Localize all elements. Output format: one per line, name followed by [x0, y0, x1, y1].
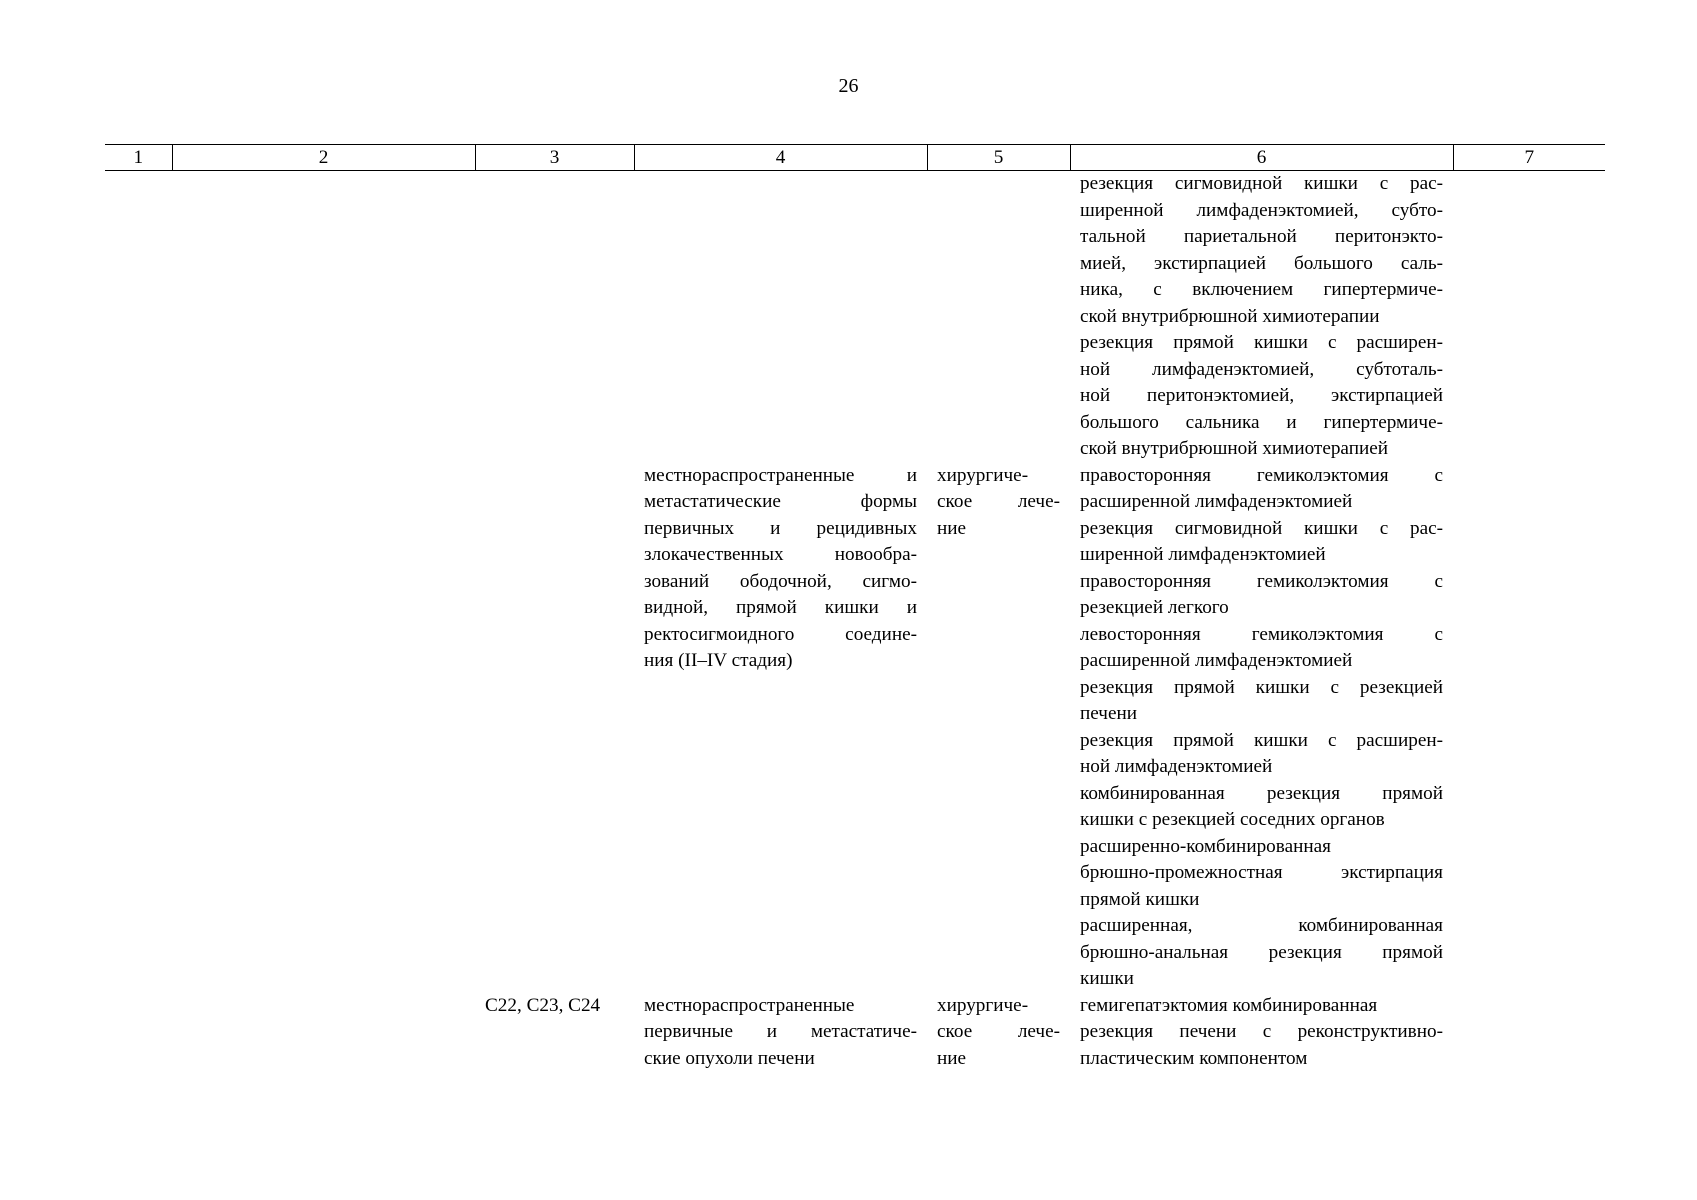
treatment-method-item: левосторонняя гемиколэктомия с расширенной лимфаденэктомией: [1080, 623, 1443, 671]
table-row: [105, 463, 1605, 993]
cell-col1: [105, 993, 172, 1073]
column-number-6: 6: [1070, 145, 1453, 171]
cell-col7: [1453, 463, 1605, 993]
treatment-method-item: гемигепатэктомия комбинированная: [1080, 994, 1378, 1016]
treatment-method-item: резекция прямой кишки с расширен- ной лимфаденэктомией, субтоталь- ной перитонэктомией, экстирпацией большого сальника и гипертермиче- ской внутрибрюшной химиотерапией: [1080, 332, 1443, 459]
column-number-4: 4: [634, 145, 927, 171]
cell-treatment-type: хирургиче- ское лече- ние: [937, 994, 1060, 1069]
column-number-row: [105, 145, 1605, 171]
cell-treatment-method: [1070, 463, 1453, 993]
cell-col7: [1453, 171, 1605, 463]
treatment-method-item: резекция прямой кишки с расширен- ной лимфаденэктомией: [1080, 729, 1443, 777]
treatment-method-item: резекция печени с реконструктивно- пластическим компонентом: [1080, 1021, 1443, 1069]
treatment-method-item: резекция прямой кишки с резекцией печени: [1080, 676, 1443, 724]
treatment-method-item: резекция сигмовидной кишки с рас- ширенной лимфаденэктомией, субто- тальной париетальной перитонэкто- мией, экстирпацией большого саль- ника, с включением гипертермиче- ской внутрибрюшной химиотерапии: [1080, 173, 1443, 327]
cell-treatment-type: хирургиче- ское лече- ние: [937, 464, 1060, 539]
table-row: [105, 993, 1605, 1073]
procedures-table: [105, 144, 1605, 1072]
cell-diagnosis-code: [475, 171, 634, 463]
cell-col2: [172, 463, 475, 993]
treatment-method-item: расширенная, комбинированная брюшно-анальная резекция прямой кишки: [1080, 915, 1443, 989]
cell-col7: [1453, 993, 1605, 1073]
treatment-method-item: правосторонняя гемиколэктомия с резекцией легкого: [1080, 570, 1443, 618]
cell-treatment-method: [1070, 993, 1453, 1073]
treatment-method-item: правосторонняя гемиколэктомия с расширенной лимфаденэктомией: [1080, 464, 1443, 512]
treatment-method-item: комбинированная резекция прямой кишки с резекцией соседних органов: [1080, 782, 1443, 830]
treatment-method-item: расширенно-комбинированная брюшно-промежностная экстирпация прямой кишки: [1080, 835, 1443, 910]
treatment-method-item: резекция сигмовидной кишки с рас- ширенной лимфаденэктомией: [1080, 517, 1443, 565]
column-number-5: 5: [927, 145, 1070, 171]
column-number-7: 7: [1453, 145, 1605, 171]
column-number-3: 3: [475, 145, 634, 171]
cell-treatment-method: [1070, 171, 1453, 463]
cell-col2: [172, 171, 475, 463]
cell-col2: [172, 993, 475, 1073]
cell-treatment-type: [927, 171, 1070, 463]
page-number: 26: [838, 75, 859, 97]
column-number-1: 1: [105, 145, 172, 171]
cell-model-patient: [634, 171, 927, 463]
cell-col1: [105, 463, 172, 993]
column-number-2: 2: [172, 145, 475, 171]
cell-diagnosis-code: [475, 463, 634, 993]
table-row: [105, 171, 1605, 463]
cell-col1: [105, 171, 172, 463]
cell-model-patient: местнораспространенные первичные и метастатиче- ские опухоли печени: [644, 994, 917, 1069]
cell-model-patient: местнораспространенные и метастатические формы первичных и рецидивных злокачественных новообра- зований ободочной, сигмо- видной, прямой кишки и ректосигмоидного соедине- ния (II–IV стадия): [644, 464, 917, 671]
cell-diagnosis-code: C22, C23, C24: [485, 994, 601, 1016]
